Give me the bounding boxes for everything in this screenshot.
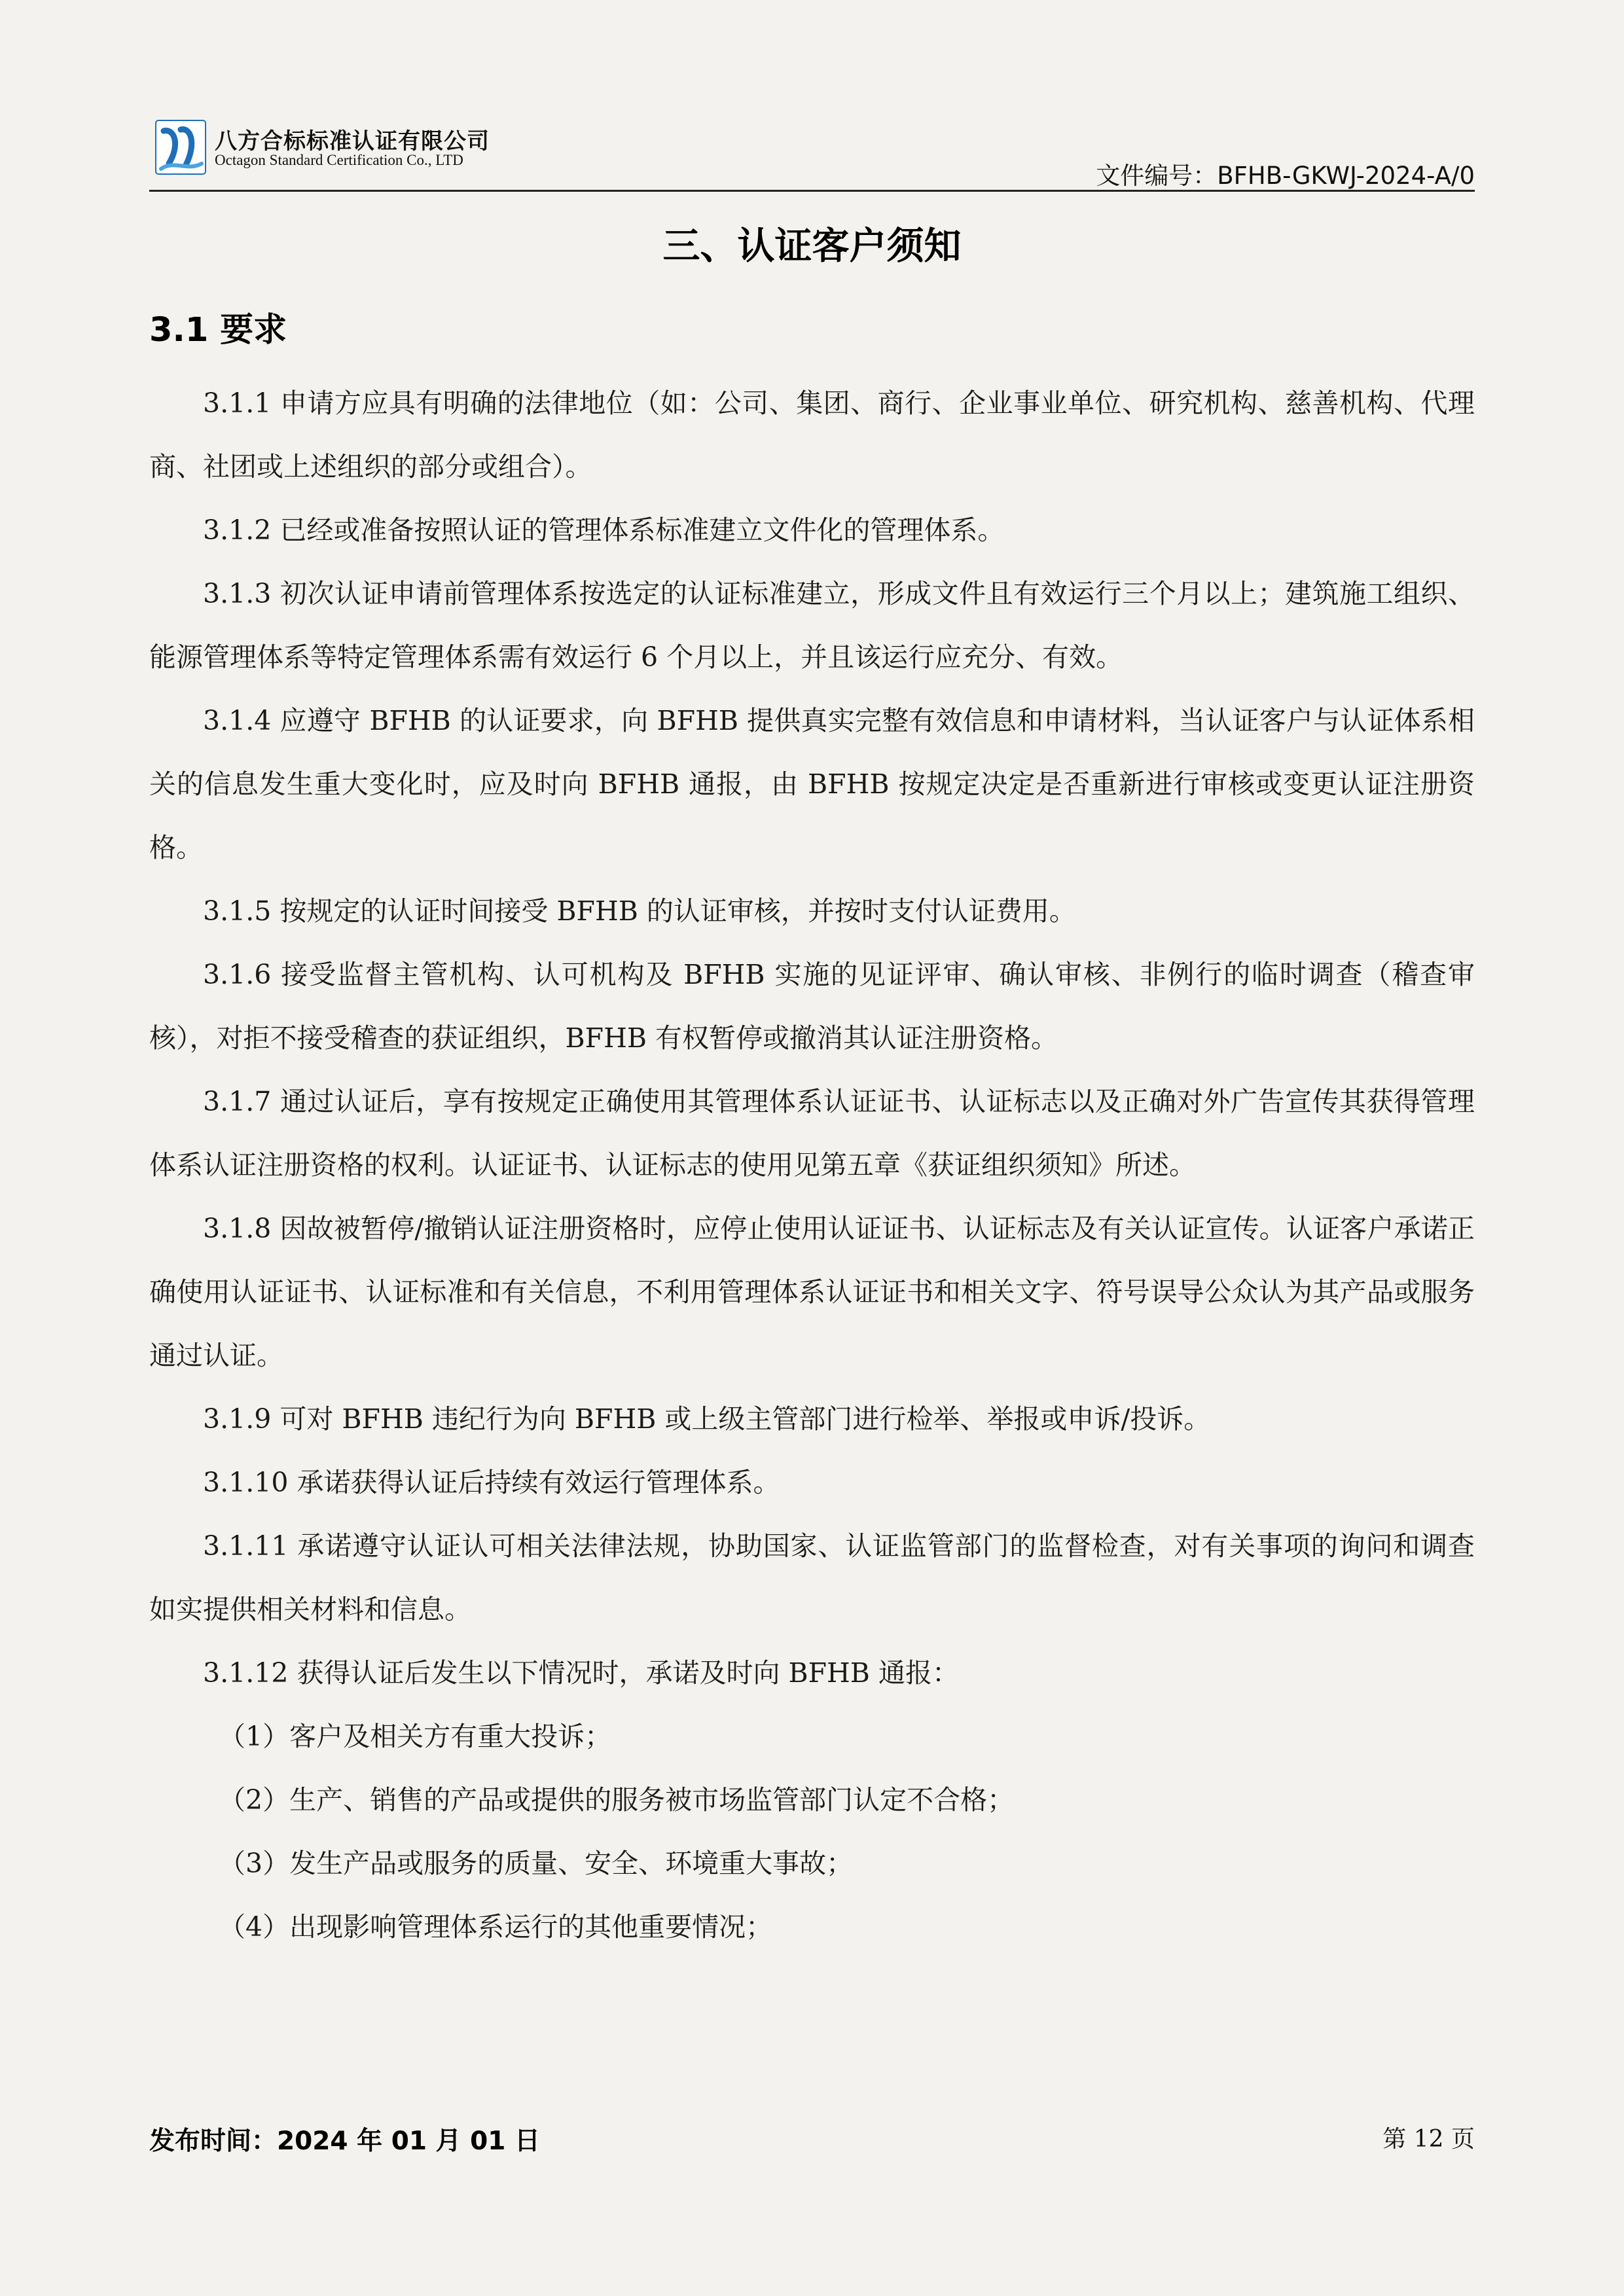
paragraph: 3.1.4 应遵守 BFHB 的认证要求，向 BFHB 提供真实完整有效信息和申请材料，当认证客户与认证体系相关的信息发生重大变化时，应及时向 BFHB 通报，由 BFHB 按规定决定是否重新进行审核或变更认证注册资格。	[149, 705, 1475, 863]
document-number: 文件编号：BFHB-GKWJ-2024-A/0	[1096, 162, 1475, 190]
list-item: （3）发生产品或服务的质量、安全、环境重大事故；	[219, 1848, 854, 1879]
release-date: 发布时间：2024 年 01 月 01 日	[149, 2126, 540, 2156]
logo-company-name-en: Octagon Standard Certification Co., LTD	[215, 152, 463, 168]
logo-company-name-cn: 八方合标标准认证有限公司	[215, 128, 490, 154]
paragraph: 3.1.11 承诺遵守认证认可相关法律法规，协助国家、认证监管部门的监督检查，对有关事项的询问和调查如实提供相关材料和信息。	[149, 1530, 1475, 1625]
paragraph: 3.1.10 承诺获得认证后持续有效运行管理体系。	[203, 1467, 780, 1498]
body-content	[149, 372, 1475, 1959]
page-title: 三、认证客户须知	[662, 224, 962, 268]
list-item: （1）客户及相关方有重大投诉；	[219, 1721, 612, 1752]
company-logo	[154, 118, 505, 177]
logo-mark-icon	[154, 118, 207, 177]
paragraph: 3.1.3 初次认证申请前管理体系按选定的认证标准建立，形成文件且有效运行三个月以上；建筑施工组织、能源管理体系等特定管理体系需有效运行 6 个月以上，并且该运行应充分、有效。	[149, 578, 1475, 673]
paragraph: 3.1.9 可对 BFHB 违纪行为向 BFHB 或上级主管部门进行检举、举报或申诉/投诉。	[203, 1403, 1211, 1435]
page-number: 第 12 页	[1382, 2126, 1475, 2153]
paragraph: 3.1.12 获得认证后发生以下情况时，承诺及时向 BFHB 通报：	[203, 1657, 959, 1689]
paragraph: 3.1.1 申请方应具有明确的法律地位（如：公司、集团、商行、企业事业单位、研究机构、慈善机构、代理商、社团或上述组织的部分或组合）。	[149, 387, 1475, 482]
section-title: 3.1 要求	[149, 311, 287, 350]
paragraph: 3.1.2 已经或准备按照认证的管理体系标准建立文件化的管理体系。	[203, 514, 1005, 546]
paragraph: 3.1.6 接受监督主管机构、认可机构及 BFHB 实施的见证评审、确认审核、非例行的临时调查（稽查审核），对拒不接受稽查的获证组织，BFHB 有权暂停或撤消其认证注册资格。	[149, 959, 1475, 1054]
list-item: （2）生产、销售的产品或提供的服务被市场监管部门认定不合格；	[219, 1784, 1015, 1816]
paragraph: 3.1.5 按规定的认证时间接受 BFHB 的认证审核，并按时支付认证费用。	[203, 895, 1076, 927]
list-item: （4）出现影响管理体系运行的其他重要情况；	[219, 1911, 773, 1943]
header-divider	[149, 190, 1475, 192]
paragraph: 3.1.8 因故被暂停/撤销认证注册资格时，应停止使用认证证书、认证标志及有关认证宣传。认证客户承诺正确使用认证证书、认证标准和有关信息，不利用管理体系认证证书和相关文字、符号误导公众认为其产品或服务通过认证。	[149, 1213, 1475, 1371]
paragraph: 3.1.7 通过认证后，享有按规定正确使用其管理体系认证证书、认证标志以及正确对外广告宣传其获得管理体系认证注册资格的权利。认证证书、认证标志的使用见第五章《获证组织须知》所述。	[149, 1086, 1475, 1181]
